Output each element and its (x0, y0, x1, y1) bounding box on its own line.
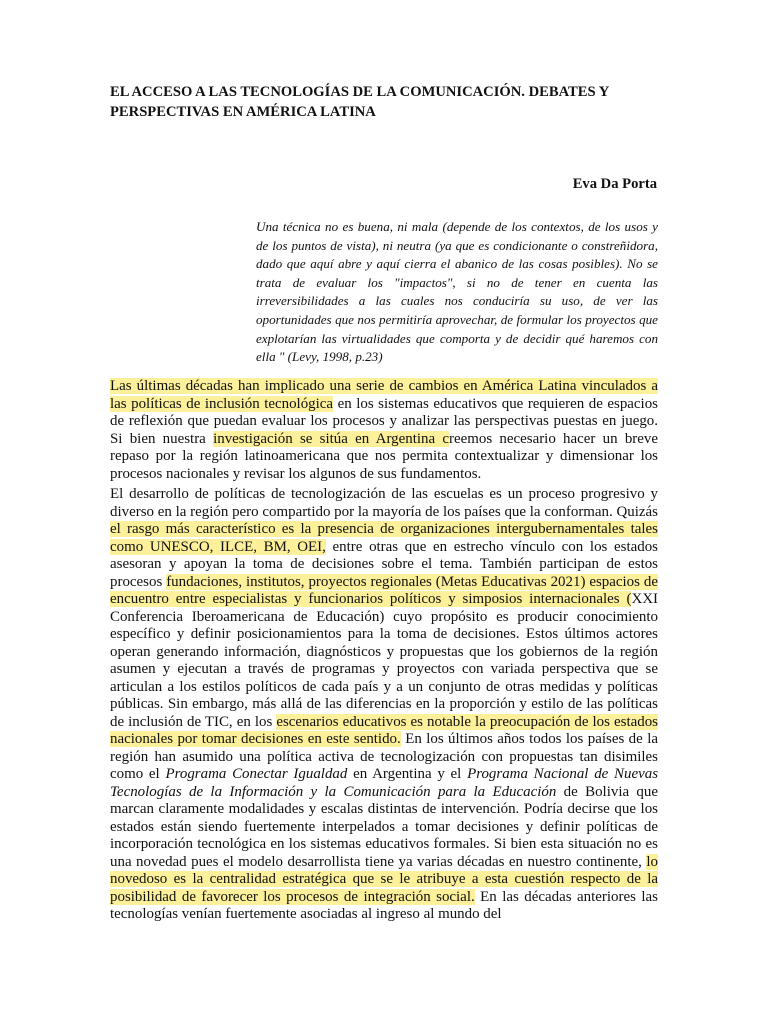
epigraph-quote: Una técnica no es buena, ni mala (depende de los contextos, de los usos y de los puntos de vista), ni neutra (ya que es condicionante o constreñidora, dado que aquí abre y aquí cierra el abanico de las cosas posibles). No se trata de evaluar los "impactos", si no de tener en cuenta las irreversibilidades a las cuales nos conduciría su uso, de ver las oportunidades que nos permitiría aprovechar, de formular los proyectos que explotarían las virtualidades que comporta y de decidir qué haremos con ella " (Levy, 1998, p.23) (256, 219, 658, 365)
program-name: Programa Conectar Igualdad (165, 766, 348, 782)
paragraph-text: En los últimos años todos los países de la región han asumido una política activa de tecnologización con propuestas tan disimiles como el (110, 731, 658, 782)
highlighted-text: fundaciones, institutos, proyectos regionales (Metas Educativas 2021) espacios de encuentro entre especialistas y funcionarios políticos y simposios internacionales ( (110, 573, 658, 607)
paragraph-text: El desarrollo de políticas de tecnologización de las escuelas es un proceso progresivo y diverso en la región pero compartido por la mayoría de los países que la conforman. Quizás (110, 486, 658, 520)
highlighted-text: lo novedoso es la centralidad estratégica que se le atribuye a esta cuestión respecto de la posibilidad de favorecer los procesos de integración social. (110, 853, 658, 905)
highlighted-text: escenarios educativos es notable la preocupación de los estados nacionales por tomar decisiones en este sentido. (110, 713, 658, 747)
paragraph-text: en los sistemas educativos que requieren de espacios de reflexión que puedan evaluar los procesos y analizar las perspectivas puestas en juego. Si bien nuestra (110, 395, 658, 447)
paragraph-text: XXI Conferencia Iberoamericana de Educación) cuyo propósito es producir conocimiento específico y definir posicionamientos para la toma de decisiones. Estos últimos actores operan generando información, diagnósticos y propuestas que los gobiernos de la región asumen y ejecutan a través de programas y proyectos con variada perspectiva que se articulan a los estilos políticos de cada país y a un conjunto de otras medidas y políticas públicas. Sin embargo, más allá de las diferencias en la proporción y estilo de las políticas de inclusión de TIC, en los (110, 591, 658, 730)
paragraph-text: de Bolivia que marcan claramente modalidades y escalas distintas de intervención. Podría decirse que los estados están siendo fuertemente interpelados a tomar decisiones y definir políticas de incorporación tecnológica en los sistemas educativos formales. Si bien esta situación no es una novedad pues el modelo desarrollista tiene ya varias décadas en nuestro continente, (110, 783, 658, 870)
highlighted-text: investigación se sitúa en Argentina c (213, 430, 450, 447)
paragraph-text: En las décadas anteriores las tecnologías venían fuertemente asociadas al ingreso al mundo del (110, 888, 658, 922)
body-paragraph-2 (110, 486, 658, 924)
paragraph-text: reemos necesario hacer un breve repaso por la región latinoamericana que nos permita contextualizar y dimensionar los procesos nacionales y revisar los algunos de sus fundamentos. (110, 430, 658, 482)
highlighted-text: Las últimas décadas han implicado una serie de cambios en América Latina vinculados a las políticas de inclusión tecnológica (110, 378, 658, 412)
paragraph-text: entre otras que en estrecho vínculo con los estados asesoran y apoyan la toma de decisiones sobre el tema. También participan de estos procesos (110, 538, 658, 590)
author-name: Eva Da Porta (572, 176, 657, 192)
document-title: EL ACCESO A LAS TECNOLOGÍAS DE LA COMUNICACIÓN. DEBATES Y PERSPECTIVAS EN AMÉRICA LATINA (110, 84, 609, 120)
program-name: Programa Nacional de Nuevas Tecnologías de la Información y la Comunicación para la Educación (110, 766, 659, 800)
paragraph-text: en Argentina y el (347, 766, 468, 782)
body-paragraph-1 (110, 378, 658, 483)
highlighted-text: el rasgo más característico es la presencia de organizaciones intergubernamentales tales como UNESCO, ILCE, BM, OEI, (110, 521, 658, 555)
